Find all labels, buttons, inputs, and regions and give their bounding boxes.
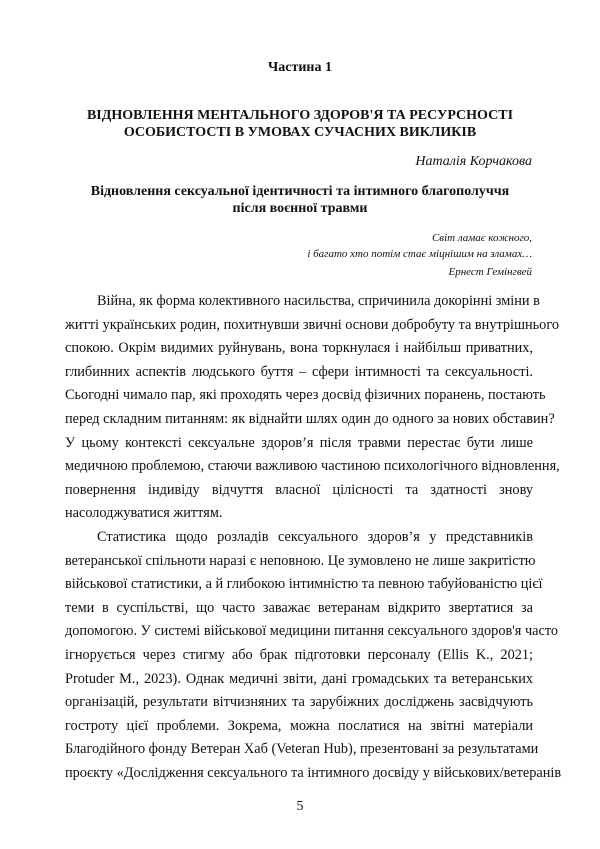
- author-name: Наталія Корчакова: [415, 154, 532, 169]
- text-line: ветеранської спільноти наразі є неповною. Це зумовлено не лише закритістю: [65, 552, 536, 569]
- text-line: гостроту цієї проблеми. Зокрема, можна послатися на звітні матеріали: [65, 717, 533, 734]
- text-line: Сьогодні чимало пар, які проходять через досвід фізичних поранень, постають: [65, 387, 546, 404]
- epigraph-line: і багато хто потім стає міцнішим на зламах…: [307, 248, 532, 260]
- text-line: військової статистики, а й глибокою інтимністю та певною табуйованістю цієї: [65, 576, 543, 593]
- text-line: допомогою. У системі військової медицини питання сексуального здоров'я часто: [65, 623, 559, 640]
- text-line: повернення індивіду відчуття власної цілісності та здатності знову: [65, 481, 533, 498]
- text-line: ігнорується через стигму або брак підготовки персоналу (Ellis K., 2021;: [65, 646, 533, 663]
- section-title-line: ОСОБИСТОСТІ В УМОВАХ СУЧАСНИХ ВИКЛИКІВ: [123, 125, 477, 140]
- text-line: теми в суспільстві, що часто заважає ветеранам відкрито звертатися за: [65, 599, 533, 616]
- text-line: медичною проблемою, стаючи важливою частиною психологічного відновлення,: [65, 458, 560, 475]
- text-line: Війна, як форма колективного насильства, спричинила докорінні зміни в: [97, 293, 540, 309]
- text-line: Благодійного фонду Ветеран Хаб (Veteran Hub), презентовані за результатами: [65, 741, 539, 758]
- chapter-title-line: після воєнної травми: [232, 201, 368, 216]
- page-number: 5: [296, 799, 304, 814]
- text-line: житті українських родин, похитнувши звичні основи добробуту та внутрішнього: [65, 316, 559, 333]
- part-label: Частина 1: [268, 60, 332, 75]
- text-line: спокою. Окрім видимих руйнувань, вона торкнулася і найбільш приватних,: [65, 340, 533, 357]
- chapter-title-line: Відновлення сексуальної ідентичності та інтимного благополуччя: [90, 184, 510, 199]
- paragraph: [65, 290, 560, 526]
- text-line: Protuder M., 2023). Однак медичні звіти, дані громадських та ветеранських: [65, 670, 533, 687]
- section-title-line: ВІДНОВЛЕННЯ МЕНТАЛЬНОГО ЗДОРОВ'Я ТА РЕСУРСНОСТІ: [86, 108, 514, 123]
- text-line: організацій, результати вітчизняних та зарубіжних досліджень засвідчують: [65, 694, 533, 711]
- epigraph-line: Світ ламає кожного,: [431, 232, 532, 244]
- text-line: У цьому контексті сексуальне здоров’я після травми перестає бути лише: [65, 434, 533, 451]
- text-line: глибинних аспектів людського буття – сфери інтимності та сексуальності.: [65, 363, 533, 380]
- paragraph: [65, 526, 562, 786]
- epigraph: [307, 230, 532, 262]
- text-line: Статистика щодо розладів сексуального здоров’я у представників: [97, 528, 533, 545]
- body-text: [65, 290, 562, 785]
- epigraph-author: Ернест Гемінгвей: [448, 266, 532, 278]
- text-line: перед складним питанням: як віднайти шлях один до одного за нових обставин?: [65, 410, 555, 427]
- chapter-title: [60, 183, 540, 217]
- text-line: проєкту «Дослідження сексуального та інтимного досвіду у військових/ветеранів: [65, 764, 562, 781]
- section-title: [60, 107, 540, 141]
- text-line: насолоджуватися життям.: [65, 505, 223, 522]
